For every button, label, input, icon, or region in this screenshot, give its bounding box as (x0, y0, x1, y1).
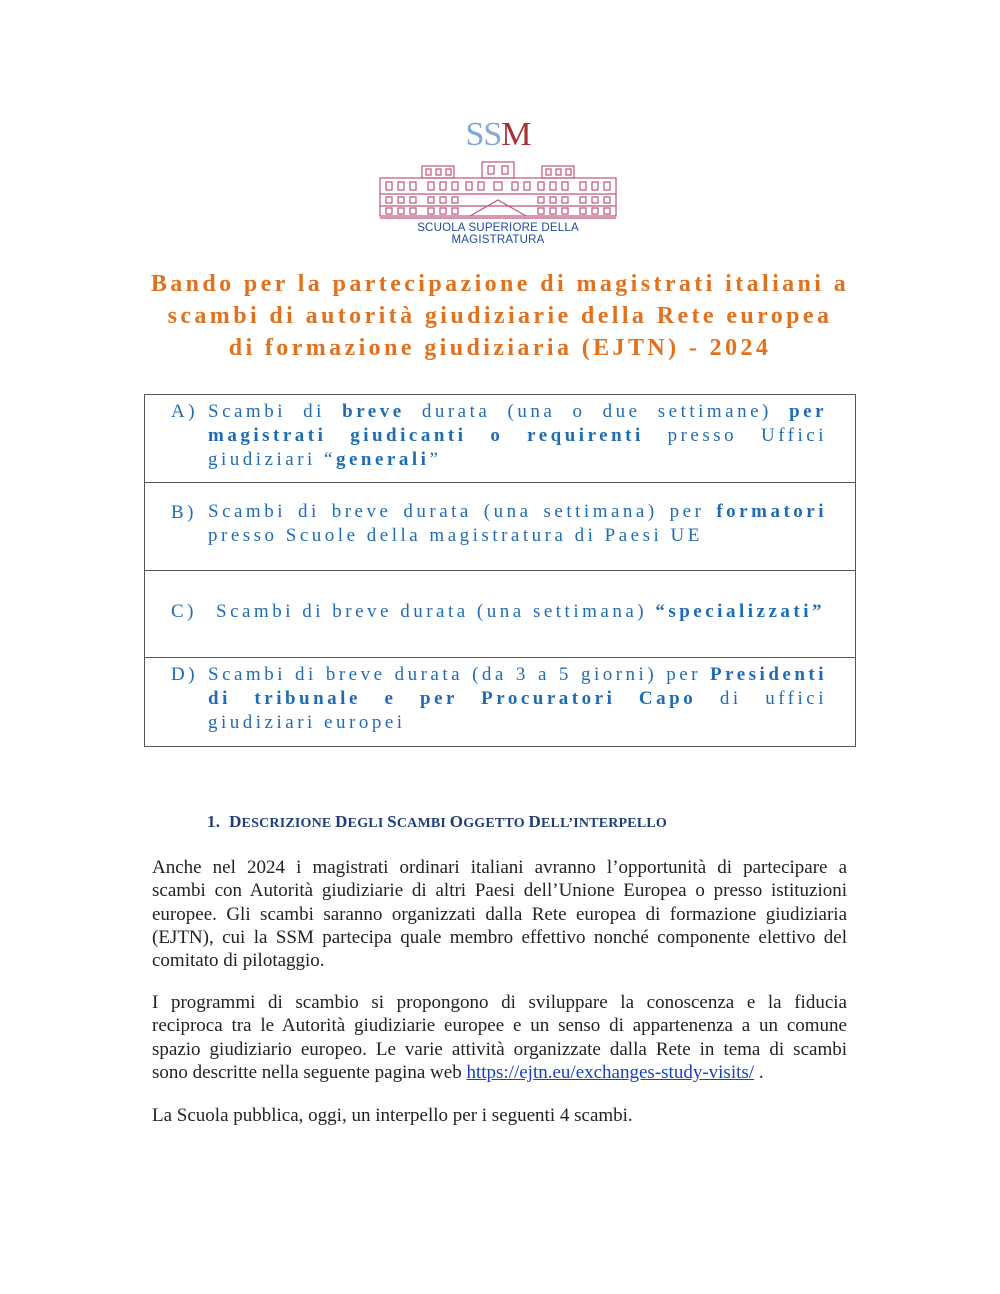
exchange-type-b (145, 482, 855, 571)
paragraph-3: La Scuola pubblica, oggi, un interpello per i seguenti 4 scambi. (152, 1105, 633, 1126)
logo-wordmark: SSM (465, 116, 531, 153)
palazzo-building-icon (378, 156, 618, 220)
ejtn-exchanges-link[interactable]: https://ejtn.eu/exchanges-study-visits/ (466, 1061, 755, 1083)
logo-caption: SCUOLA SUPERIORE DELLA MAGISTRATURA (417, 222, 579, 246)
exchange-type-c (145, 570, 855, 658)
section-1-heading: 1. DESCRIZIONE DEGLI SCAMBI OGGETTO DELL’INTERPELLO (207, 812, 668, 831)
exchange-c-text: Scambi di breve durata (una settimana) “specializzati” (216, 601, 825, 622)
exchange-c-letter: C) (171, 601, 197, 622)
title-line-3: di formazione giudiziaria (EJTN) - 2024 (228, 335, 772, 361)
document-title (140, 268, 860, 364)
ssm-logo (378, 116, 618, 246)
exchange-b-letter: B) (171, 502, 197, 523)
exchange-type-d (145, 657, 855, 747)
exchange-a-text: Scambi di breve durata (una o due settimane) per magistrati giudicanti o requirenti presso Uffici giudiziari “generali” (208, 401, 828, 470)
exchange-b-text: Scambi di breve durata (una settimana) per formatori presso Scuole della magistratura di Paesi UE (208, 501, 827, 546)
paragraph-1: Anche nel 2024 i magistrati ordinari italiani avranno l’opportunità di partecipare a scambi con Autorità giudiziarie di altri Paesi dell’Unione Europea o presso istituzioni europee. Gli scambi saranno organizzati dalla Rete europea di formazione giudiziaria (EJTN), cui la SSM partecipa quale membro effettivo nonché componente elettivo del comitato di pilotaggio. (152, 857, 847, 972)
title-line-2: scambi di autorità giudiziarie della Rete europea (167, 303, 833, 329)
exchange-d-text: Scambi di breve durata (da 3 a 5 giorni) per Presidenti di tribunale e per Procuratori Capo di uffici giudiziari europei (208, 664, 827, 733)
exchange-type-a (145, 395, 855, 482)
exchange-d-letter: D) (171, 664, 199, 685)
exchange-types-box (144, 394, 856, 747)
paragraph-2: I programmi di scambio si propongono di sviluppare la conoscenza e la fiducia reciproca tra le Autorità giudiziarie europee e un senso di appartenenza a un comune spazio giudiziario europeo. Le varie attività organizzate dalla Rete in tema di scambi sono descritte nella seguente pagina web https://ejtn.eu/exchanges-study-visits/ . (152, 992, 847, 1083)
title-line-1: Bando per la partecipazione di magistrati italiani a (150, 271, 850, 297)
exchange-a-letter: A) (171, 401, 199, 422)
